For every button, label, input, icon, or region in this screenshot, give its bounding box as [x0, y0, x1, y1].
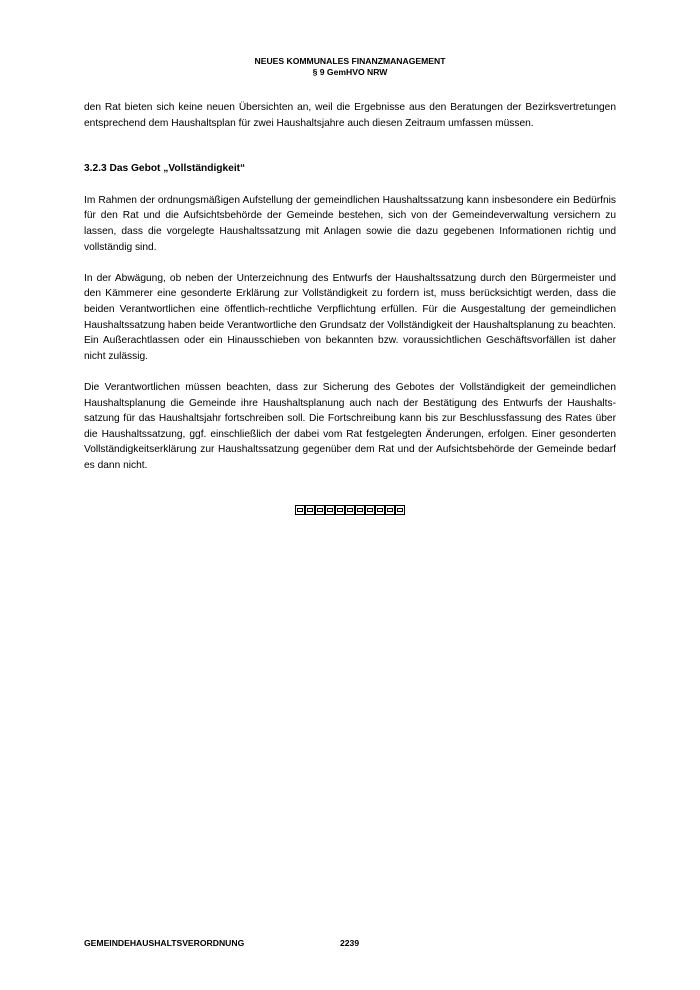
chain-link: [376, 506, 385, 515]
chain-link: [336, 506, 345, 515]
chain-link-inner: [368, 509, 373, 512]
chain-ornament-icon: [295, 505, 405, 515]
paragraph-3: Die Verantwortlichen müssen beachten, dass zur Sicherung des Gebotes der Vollständigkeit der gemeindlichen Haushaltsplanung die Gemeinde ihre Haushaltsplanung auch nach der Bestätigung des Entwurfs der Haushaltssatzung für das Haushaltsjahr fortschreiben soll. Die Fortschreibung kann bis zur Beschlussfassung des Rates über die Haushaltssatzung, ggf. einschließlich der dabei vom Rat festgelegten Änderungen, erfolgen. Einer gesonderten Vollständigkeitserklärung zur Haushaltssatzung gegenüber dem Rat und der Aufsichtsbehörde der Gemeinde bedarf es dann nicht.: [84, 381, 616, 471]
header-subtitle: § 9 GemHVO NRW: [312, 67, 388, 77]
chain-link-inner: [358, 509, 363, 512]
chain-link: [316, 506, 325, 515]
intro-paragraph: den Rat bieten sich keine neuen Übersichten an, weil die Ergebnisse aus den Beratungen der Bezirksvertretungen entsprechend dem Haushaltsplan für zwei Haushaltsjahre auch diesen Zeitraum umfassen müssen.: [84, 102, 616, 129]
page-header: [0, 56, 700, 78]
chain-link: [346, 506, 355, 515]
chain-link-inner: [328, 509, 333, 512]
paragraph-1: Im Rahmen der ordnungsmäßigen Aufstellung der gemeindlichen Haushaltssatzung kann insbesondere ein Bedürfnis für den Rat und die Aufsichtsbehörde der Gemeinde bestehen, sich von der Gemeindeverwaltung versichern zu lassen, dass die vorgelegte Haushaltssatzung mit Anlagen sowie die dazu gegebenen Informationen richtig und vollständig sind.: [84, 194, 616, 253]
chain-link-inner: [308, 509, 313, 512]
section-heading: 3.2.3 Das Gebot „Vollständigkeit“: [84, 163, 246, 175]
chain-link-inner: [388, 509, 393, 512]
page-content: [84, 100, 616, 473]
header-title: NEUES KOMMUNALES FINANZMANAGEMENT: [254, 56, 446, 66]
chain-link: [326, 506, 335, 515]
chain-link-inner: [338, 509, 343, 512]
chain-link-inner: [298, 509, 303, 512]
page-number: 2239: [340, 938, 360, 948]
chain-link: [366, 506, 375, 515]
chain-link-inner: [398, 509, 403, 512]
chain-link: [306, 506, 315, 515]
chain-link: [296, 506, 305, 515]
chain-link: [386, 506, 395, 515]
chain-link-inner: [318, 509, 323, 512]
paragraph-2: In der Abwägung, ob neben der Unterzeichnung des Entwurfs der Haushaltssatzung durch den Bürgermeister und den Kämmerer eine gesonderte Erklärung zur Vollständigkeit zu fordern ist, muss berücksichtigt werden, dass die beiden Verantwortlichen eine öffentlich-rechtliche Verpflichtung erfüllen. Für die Ausgestaltung der gemeindlichen Haushaltssatzung haben beide Verantwortliche den Grundsatz der Vollständigkeit der Haushaltsplanung zu beachten. Ein Außerachtlassen oder ein Hinausschieben von bekannten bzw. voraussichtlichen Geschäftsvorfällen ist daher nicht zulässig.: [84, 272, 616, 362]
chain-link-inner: [378, 509, 383, 512]
section-end-ornament: [0, 505, 700, 517]
footer-title: GEMEINDEHAUSHALTSVERORDNUNG: [84, 938, 245, 948]
page-footer: [84, 937, 616, 949]
chain-link-inner: [348, 509, 353, 512]
chain-link: [396, 506, 405, 515]
chain-link: [356, 506, 365, 515]
